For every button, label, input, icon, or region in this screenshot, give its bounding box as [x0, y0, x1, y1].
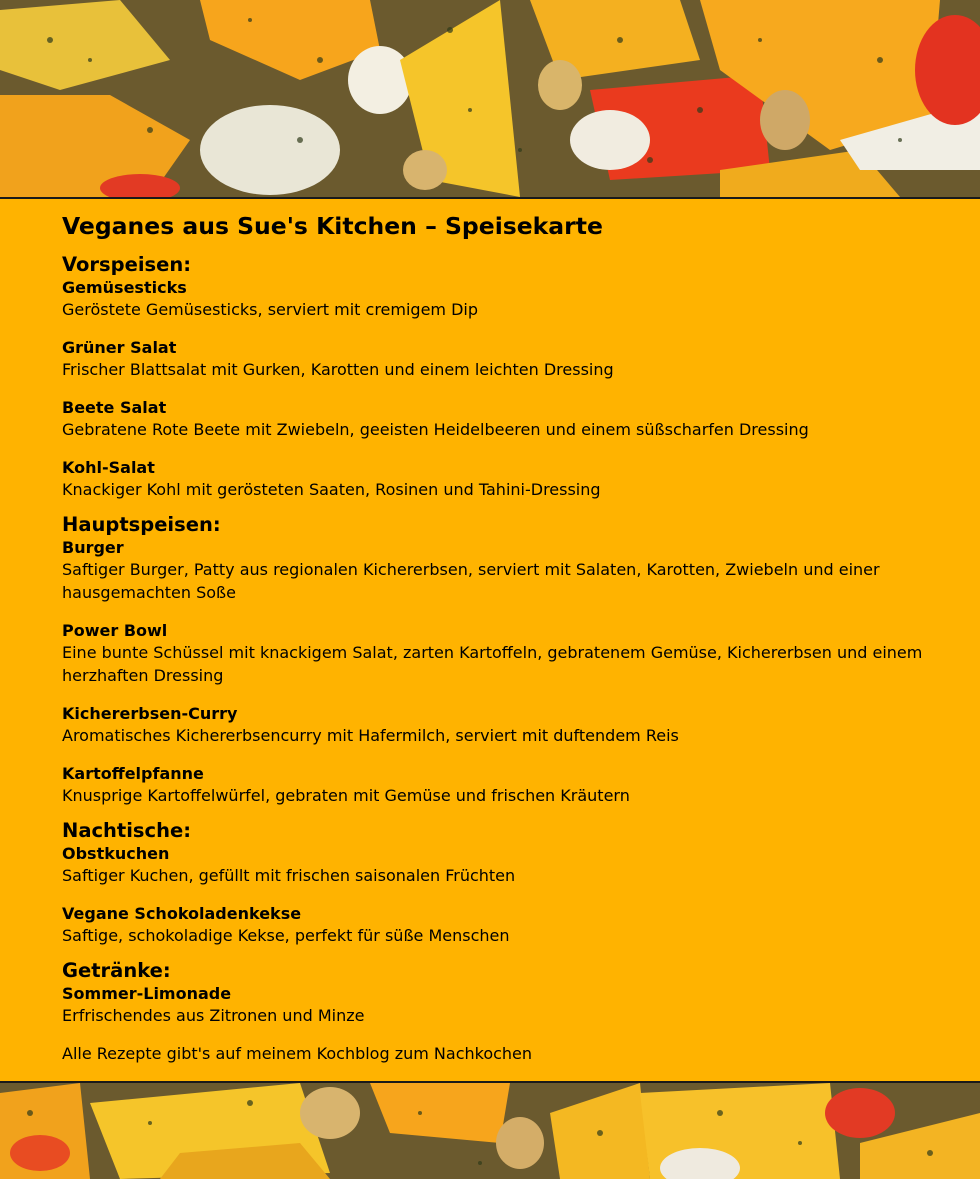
menu-item	[62, 763, 942, 807]
menu-title: Veganes aus Sue's Kitchen – Speisekarte	[62, 212, 603, 240]
section-getraenke	[62, 959, 942, 1027]
menu-content	[62, 199, 942, 1065]
item-name: Vegane Schokoladenkekse	[62, 904, 302, 923]
footer-food-photo	[0, 1081, 980, 1179]
menu-item	[62, 277, 942, 321]
item-name: Grüner Salat	[62, 338, 177, 357]
menu-item	[62, 843, 942, 887]
item-name: Gemüsesticks	[62, 278, 187, 297]
section-nachtische	[62, 819, 942, 947]
item-description: Saftiger Kuchen, gefüllt mit frischen saisonalen Früchten	[62, 866, 516, 885]
roasted-vegetables-photo	[0, 1083, 980, 1179]
menu-item	[62, 457, 942, 501]
item-description: Saftiger Burger, Patty aus regionalen Kichererbsen, serviert mit Salaten, Karotten, Zwiebeln und einer hausgemachten Soße	[62, 560, 880, 602]
roasted-vegetables-photo	[0, 0, 980, 197]
item-name: Kartoffelpfanne	[62, 764, 204, 783]
item-name: Beete Salat	[62, 398, 167, 417]
menu-item	[62, 983, 942, 1027]
item-name: Kichererbsen-Curry	[62, 704, 238, 723]
section-vorspeisen	[62, 253, 942, 501]
item-name: Burger	[62, 538, 124, 557]
item-description: Gebratene Rote Beete mit Zwiebeln, geeisten Heidelbeeren und einem süßscharfen Dressing	[62, 420, 809, 439]
item-description: Eine bunte Schüssel mit knackigem Salat, zarten Kartoffeln, gebratenem Gemüse, Kichererbsen und einem herzhaften Dressing	[62, 643, 923, 685]
item-description: Erfrischendes aus Zitronen und Minze	[62, 1006, 365, 1025]
item-description: Knackiger Kohl mit gerösteten Saaten, Rosinen und Tahini-Dressing	[62, 480, 601, 499]
header-food-photo	[0, 0, 980, 199]
menu-item	[62, 620, 942, 687]
item-description: Geröstete Gemüsesticks, serviert mit cremigem Dip	[62, 300, 479, 319]
item-name: Power Bowl	[62, 621, 168, 640]
menu-item	[62, 903, 942, 947]
item-description: Knusprige Kartoffelwürfel, gebraten mit Gemüse und frischen Kräutern	[62, 786, 630, 805]
footer-note: Alle Rezepte gibt's auf meinem Kochblog zum Nachkochen	[62, 1044, 533, 1063]
section-heading: Vorspeisen:	[62, 253, 192, 276]
section-heading: Hauptspeisen:	[62, 513, 221, 536]
item-description: Saftige, schokoladige Kekse, perfekt für süße Menschen	[62, 926, 510, 945]
menu-item	[62, 537, 942, 604]
item-description: Frischer Blattsalat mit Gurken, Karotten und einem leichten Dressing	[62, 360, 614, 379]
item-name: Obstkuchen	[62, 844, 170, 863]
item-description: Aromatisches Kichererbsencurry mit Hafermilch, serviert mit duftendem Reis	[62, 726, 679, 745]
menu-item	[62, 703, 942, 747]
section-heading: Getränke:	[62, 959, 171, 982]
menu-item	[62, 337, 942, 381]
section-hauptspeisen	[62, 513, 942, 807]
item-name: Kohl-Salat	[62, 458, 155, 477]
section-heading: Nachtische:	[62, 819, 191, 842]
menu-item	[62, 397, 942, 441]
item-name: Sommer-Limonade	[62, 984, 232, 1003]
